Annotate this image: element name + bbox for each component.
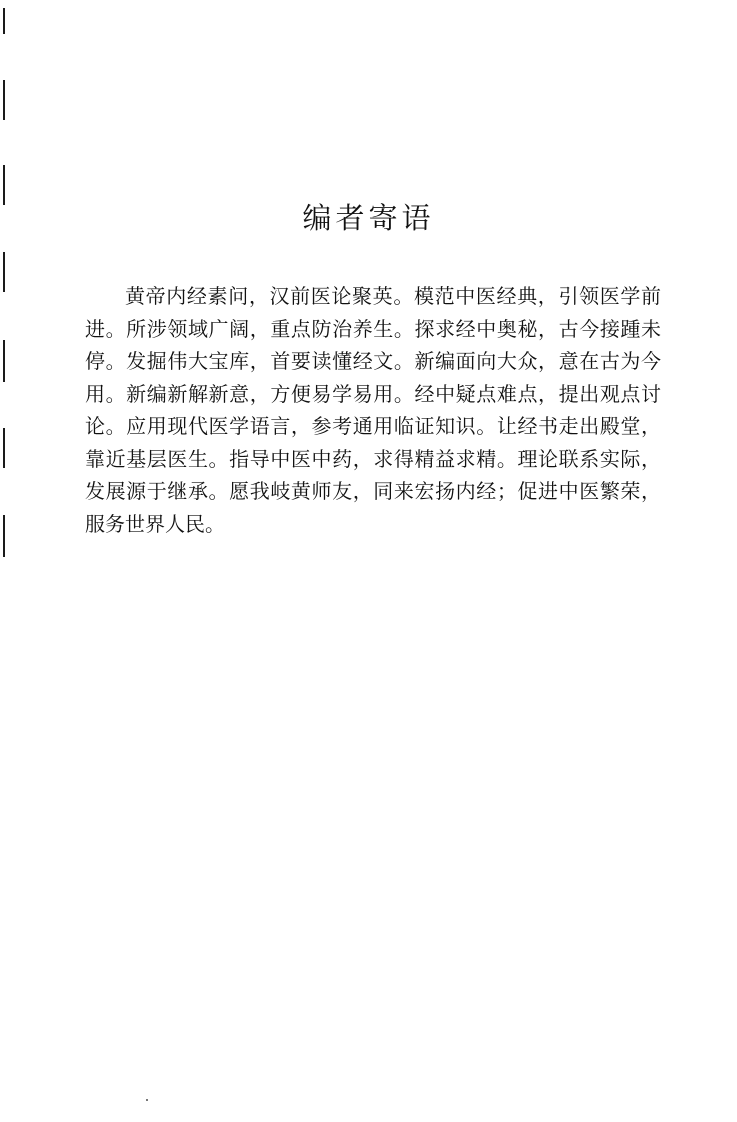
binding-mark [3,80,5,120]
binding-mark [3,515,5,557]
text-line: 发展源于继承。愿我岐黄师友，同来宏扬内经；促进中医繁荣， [85,479,661,503]
text-line: 用。新编新解新意，方便易学易用。经中疑点难点，提出观点讨 [85,381,661,406]
text-line: 停。发掘伟大宝库，首要读懂经文。新编面向大众，意在古为今 [85,349,661,373]
text-line: 服务世界人民。 [85,511,225,536]
text-line: 进。所涉领域广阔，重点防治养生。探求经中奥秘，古今接踵未 [85,316,661,341]
text-line: 黄帝内经素问，汉前医论聚英。模范中医经典，引领医学前 [125,284,661,308]
page-title: 编者寄语 [302,201,435,235]
binding-mark [3,340,5,382]
text-line: 论。应用现代医学语言，参考通用临证知识。让经书走出殿堂， [85,414,661,438]
body-text [85,280,661,540]
binding-mark [3,428,5,468]
scan-dot [146,1099,148,1101]
binding-mark [3,8,5,34]
binding-mark [3,252,5,292]
text-line: 靠近基层医生。指导中医中药，求得精益求精。理论联系实际， [85,446,661,471]
